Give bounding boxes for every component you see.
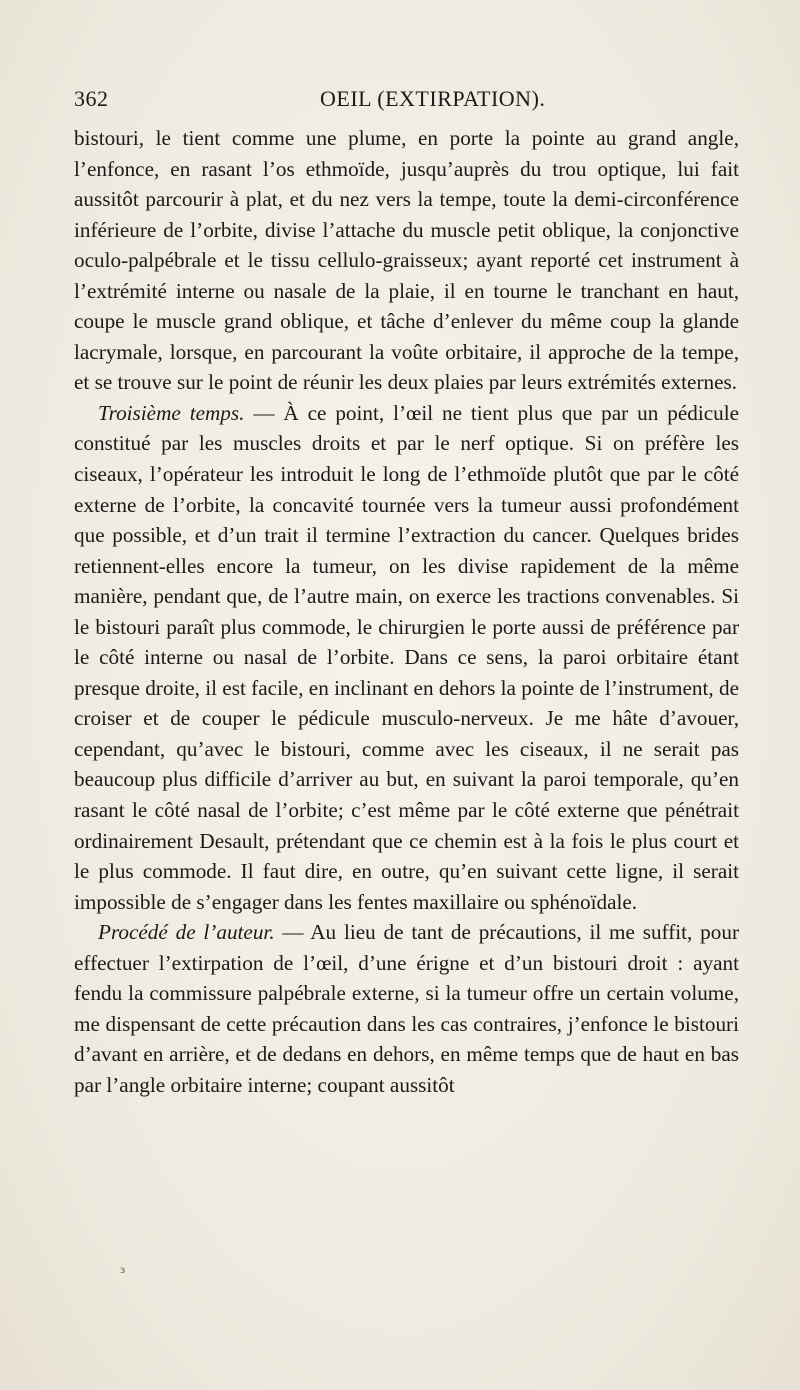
section-lead-troisieme-temps: Troisième temps. bbox=[98, 400, 245, 425]
page-number: 362 bbox=[74, 86, 109, 111]
section-lead-procede-auteur: Procédé de l’auteur. bbox=[98, 920, 275, 945]
running-head bbox=[74, 86, 739, 120]
paragraph-troisieme-temps bbox=[74, 398, 739, 917]
paragraph-text: — Au lieu de tant de précautions, il me suffit, pour effectuer l’extirpation de l’œil, d’une érigne et d’un bistouri droit : ayant fendu la commissure palpébrale externe, si la tumeur offre un certain volume, me dispensant de cette précaution dans les cas contraires, j’enfonce le bistouri d’avant en arrière, et de dedans en dehors, en même temps que de haut en bas par l’angle orbitaire interne; coupant aussitôt bbox=[74, 920, 739, 1097]
body-text bbox=[74, 123, 739, 1101]
running-title: OEIL (EXTIRPATION). bbox=[320, 86, 546, 111]
paragraph-continued: bistouri, le tient comme une plume, en porte la pointe au grand angle, l’enfonce, en rasant l’os ethmoïde, jusqu’auprès du trou optique, lui fait aussitôt parcourir à plat, et du nez vers la tempe, toute la demi-circonférence inférieure de l’orbite, divise l’attache du muscle petit oblique, la conjonctive oculo-palpébrale et le tissu cellulo-graisseux; ayant reporté cet instrument à l’extrémité interne ou nasale de la plaie, il en tourne le tranchant en haut, coupe le muscle grand oblique, et tâche d’enlever du même coup la glande lacrymale, lorsque, en parcourant la voûte orbitaire, il approche de la tempe, et se trouve sur le point de réunir les deux plaies par leurs extrémités externes. bbox=[74, 126, 739, 395]
footer-mark: ɜ bbox=[120, 1262, 126, 1276]
paragraph-text: — À ce point, l’œil ne tient plus que par un pédicule constitué par les muscles droits et par le nerf optique. Si on préfère les ciseaux, l’opérateur les introduit le long de l’ethmoïde plutôt que par le côté externe de l’orbite, la concavité tournée vers la tumeur aussi profondément que possible, et d’un trait il termine l’extraction du cancer. Quelques brides retiennent-elles encore la tumeur, on les divise rapidement de la même manière, pendant que, de l’autre main, on exerce les tractions convenables. Si le bistouri paraît plus commode, le chirurgien le porte aussi de préférence par le côté interne ou nasal de l’orbite. Dans ce sens, la paroi orbitaire étant presque droite, il est facile, en inclinant en dehors la pointe de l’instrument, de croiser et de couper le pédicule musculo-nerveux. Je me hâte d’avouer, cependant, qu’avec le bistouri, comme avec les ciseaux, il ne serait pas beaucoup plus difficile d’arriver au but, en suivant la paroi temporale, qu’en rasant le côté nasal de l’orbite; c’est même par le côté externe que pénétrait ordinairement Desault, prétendant que ce chemin est à la fois le plus court et le plus commode. Il faut dire, en outre, qu’en suivant cette ligne, il serait impossible de s’engager dans les fentes maxillaire ou sphénoïdale. bbox=[74, 400, 739, 914]
paragraph-procede-auteur bbox=[74, 917, 739, 1100]
